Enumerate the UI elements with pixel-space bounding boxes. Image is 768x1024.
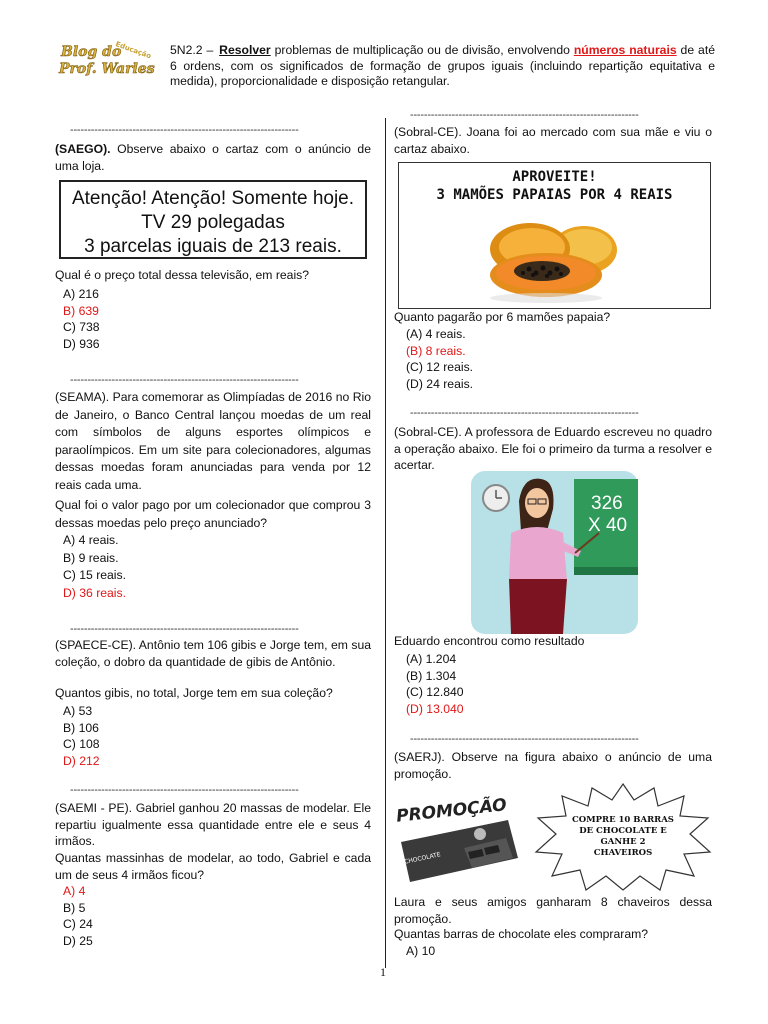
q6-text: (Sobral-CE). A professora de Eduardo escreveu no quadro a operação abaixo. Ele foi o primeiro da turma a resolver e acertar. xyxy=(394,425,712,472)
q1-question: Qual é o preço total dessa televisão, em reais? xyxy=(55,268,310,282)
logo-text-2: Prof. Warles xyxy=(59,61,155,77)
descriptor-verb: Resolver xyxy=(219,43,271,57)
option: C) 15 reais. xyxy=(63,568,126,582)
q7-text: (SAERJ). Observe na figura abaixo o anúncio de uma promoção. xyxy=(394,750,712,781)
q3-text: (SPAECE-CE). Antônio tem 106 gibis e Jorge tem, em sua coleção, o dobro da quantidade de gibis de Antônio. xyxy=(55,638,371,669)
descriptor-text-a: problemas de multiplicação ou de divisão, envolvendo xyxy=(270,43,574,57)
option: B) 5 xyxy=(63,900,86,915)
blog-logo xyxy=(57,40,155,78)
option-correct: (D) 13.040 xyxy=(406,701,464,716)
option: C) 738 xyxy=(63,320,100,334)
q1-text xyxy=(55,141,371,175)
separator: ------------------------------------------------------------------ xyxy=(70,623,299,635)
column-divider xyxy=(385,118,386,968)
q6-options xyxy=(406,651,464,717)
option: D) 25 xyxy=(63,933,93,948)
q5-options xyxy=(406,326,473,392)
q1-body: Observe abaixo o cartaz com o anúncio de uma loja. xyxy=(55,142,371,173)
header-descriptor xyxy=(170,43,715,90)
option: C) 24 xyxy=(63,917,93,931)
separator: ------------------------------------------------------------------ xyxy=(70,374,299,386)
promo-starburst xyxy=(534,782,712,892)
option: C) 108 xyxy=(63,737,100,751)
q5-question: Quanto pagarão por 6 mamões papaia? xyxy=(394,310,611,324)
option-correct: A) 4 xyxy=(63,884,86,898)
promo-title: PROMOÇÃO xyxy=(395,795,508,827)
tv-poster xyxy=(59,180,367,259)
q7-question: Quantas barras de chocolate eles compraram? xyxy=(394,927,649,941)
q3-options xyxy=(63,703,100,769)
papaya-image xyxy=(484,213,624,305)
poster-line: Atenção! Atenção! Somente hoje. xyxy=(71,188,355,209)
poster-line: APROVEITE! xyxy=(512,169,597,185)
option: B) 106 xyxy=(63,720,99,735)
teacher-illustration xyxy=(471,471,638,634)
q2-question: Qual foi o valor pago por um colecionador que comprou 3 dessas moedas pelo preço anunciado? xyxy=(55,498,371,530)
q5-text: (Sobral-CE). Joana foi ao mercado com sua mãe e viu o cartaz abaixo. xyxy=(394,125,712,156)
poster-line: 3 parcelas iguais de 213 reais. xyxy=(84,236,342,257)
q7-options xyxy=(406,943,435,960)
q4-options xyxy=(63,883,93,949)
option: D) 936 xyxy=(63,336,100,351)
option: A) 53 xyxy=(63,704,93,718)
separator: ------------------------------------------------------------------ xyxy=(70,124,299,136)
q1-options xyxy=(63,286,100,352)
descriptor-code: 5N2.2 – xyxy=(170,43,214,57)
board-line: X 40 xyxy=(588,515,628,536)
star-line: DE CHOCOLATE E xyxy=(579,826,667,836)
q2-options xyxy=(63,532,126,602)
star-line: GANHE 2 xyxy=(600,837,646,847)
page-number: 1 xyxy=(380,965,386,979)
q6-question: Eduardo encontrou como resultado xyxy=(394,634,585,648)
option: A) 216 xyxy=(63,287,99,301)
logo-text-1: Blog do xyxy=(61,44,122,60)
star-line: CHAVEIROS xyxy=(593,848,653,858)
board-line: 326 xyxy=(591,493,623,514)
option: B) 9 reais. xyxy=(63,550,119,565)
promo-chocolate xyxy=(396,795,521,890)
descriptor-highlight: números naturais xyxy=(573,43,677,57)
papaya-poster xyxy=(398,162,711,309)
q2-text: (SEAMA). Para comemorar as Olimpíadas de 2016 no Rio de Janeiro, o Banco Central lançou moedas de um real com símbolos de alguns esportes olímpicos e paraolímpicos. Em um site para colecionadores, algumas dessas moedas foram anunciadas para venda por 12 reais cada uma. xyxy=(55,390,371,492)
option-correct: B) 639 xyxy=(63,303,99,318)
q3-question: Quantos gibis, no total, Jorge tem em sua coleção? xyxy=(55,686,333,700)
option: (D) 24 reais. xyxy=(406,376,474,391)
descriptor-text-b: de até 6 ordens, com os significados de formação de grupos iguais (incluindo repartição equitativa e medida), proporcionalidade e disposição retangular. xyxy=(170,43,715,88)
q7-text2: Laura e seus amigos ganharam 8 chaveiros dessa promoção. xyxy=(394,895,712,926)
option: (B) 1.304 xyxy=(406,668,457,683)
chocolate-label: CHOCOLATE xyxy=(403,851,442,866)
option: (A) 4 reais. xyxy=(406,327,466,341)
option: A) 10 xyxy=(406,944,436,958)
poster-line: TV 29 polegadas xyxy=(141,212,285,233)
logo-arc-text: Educação xyxy=(114,40,153,61)
option-correct: D) 212 xyxy=(63,753,100,768)
option: (C) 12 reais. xyxy=(406,360,474,374)
separator: ------------------------------------------------------------------ xyxy=(410,109,639,121)
q1-source: (SAEGO). xyxy=(55,142,111,156)
option-correct: (B) 8 reais. xyxy=(406,343,466,358)
option: (A) 1.204 xyxy=(406,652,457,666)
poster-line: 3 MAMÕES PAPAIAS POR 4 REAIS xyxy=(436,187,673,203)
option: (C) 12.840 xyxy=(406,685,464,699)
separator: ------------------------------------------------------------------ xyxy=(410,733,639,745)
starburst-text xyxy=(564,815,682,859)
star-line: COMPRE 10 BARRAS xyxy=(572,815,674,825)
separator: ------------------------------------------------------------------ xyxy=(70,784,299,796)
q4-text: (SAEMI - PE). Gabriel ganhou 20 massas de modelar. Ele repartiu igualmente essa quantidade entre ele e seus 4 irmãos. xyxy=(55,801,371,848)
q4-question: Quantas massinhas de modelar, ao todo, Gabriel e cada um de seus 4 irmãos ficou? xyxy=(55,851,371,882)
option-correct: D) 36 reais. xyxy=(63,585,126,600)
option: A) 4 reais. xyxy=(63,533,119,547)
separator: ------------------------------------------------------------------ xyxy=(410,407,639,419)
